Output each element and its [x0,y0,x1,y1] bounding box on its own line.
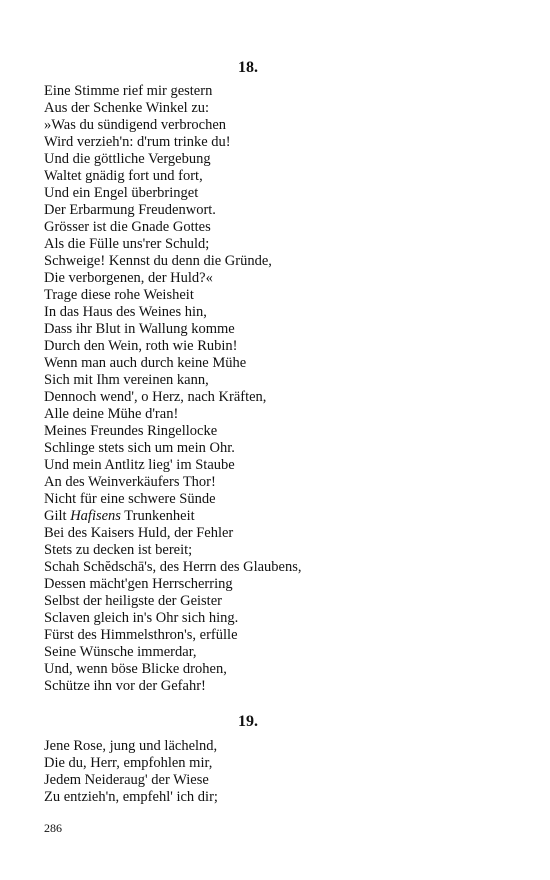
poem-line: Wird verzieh'n: d'rum trinke du! [44,134,231,150]
poem-line: An des Weinverkäufers Thor! [44,474,216,490]
poem-line: Als die Fülle uns'rer Schuld; [44,236,210,252]
poem-line: Alle deine Mühe d'ran! [44,406,179,422]
poem-line: Und die göttliche Vergebung [44,151,211,167]
page-number: 286 [44,821,62,835]
poem-line: Und, wenn böse Blicke drohen, [44,661,227,677]
poem-line: Schweige! Kennst du denn die Gründe, [44,253,272,269]
poem-line: Dennoch wend', o Herz, nach Kräften, [44,389,267,405]
poem-line: Schlinge stets sich um mein Ohr. [44,440,235,456]
poem-line: Und ein Engel überbringet [44,185,199,201]
poem-line: Grösser ist die Gnade Gottes [44,219,211,235]
poem-line: Durch den Wein, roth wie Rubin! [44,338,238,354]
poem-line: Dass ihr Blut in Wallung komme [44,321,235,337]
italic-line-suffix: Trunkenheit [120,508,195,524]
poem-line: Meines Freundes Ringellocke [44,423,218,439]
poem-line: Eine Stimme rief mir gestern [44,83,213,99]
poem-line: Trage diese rohe Weisheit [44,287,194,303]
poem-line: Seine Wünsche immerdar, [44,644,197,660]
poem-line: »Was du sündigend verbrochen [44,117,227,133]
poem-line: Waltet gnädig fort und fort, [44,168,203,184]
poem-19-number: 19. [238,713,258,730]
poem-line: Nicht für eine schwere Sünde [44,491,216,507]
poem-line: In das Haus des Weines hin, [44,304,207,320]
poem-line: Die du, Herr, empfohlen mir, [44,755,213,771]
poem-line: Sich mit Ihm vereinen kann, [44,372,209,388]
poem-line-with-italic [44,508,302,525]
poem-line: Zu entzieh'n, empfehl' ich dir; [44,789,218,805]
poem-18-number: 18. [238,59,258,76]
poem-line: Wenn man auch durch keine Mühe [44,355,247,371]
poem-line: Und mein Antlitz lieg' im Staube [44,457,235,473]
poem-line: Aus der Schenke Winkel zu: [44,100,210,116]
poem-line: Der Erbarmung Freudenwort. [44,202,216,218]
poem-line: Bei des Kaisers Huld, der Fehler [44,525,234,541]
poem-line: Jene Rose, jung und lächelnd, [44,738,218,754]
poem-line: Dessen mächt'gen Herrscherring [44,576,233,592]
poem-19-body [44,738,218,806]
poem-18-body [44,83,302,695]
poem-line: Die verborgenen, der Huld?« [44,270,213,286]
italic-line-prefix: Gilt [44,508,71,524]
italic-name-hafisens: Hafisens [70,508,121,524]
poem-line: Fürst des Himmelsthron's, erfülle [44,627,238,643]
poem-line: Selbst der heiligste der Geister [44,593,222,609]
poem-line: Schütze ihn vor der Gefahr! [44,678,206,694]
poem-line: Sclaven gleich in's Ohr sich hing. [44,610,239,626]
poem-line: Schah Schĕdschā's, des Herrn des Glaubens, [44,559,302,575]
poem-line: Stets zu decken ist bereit; [44,542,193,558]
poem-line: Jedem Neideraug' der Wiese [44,772,209,788]
